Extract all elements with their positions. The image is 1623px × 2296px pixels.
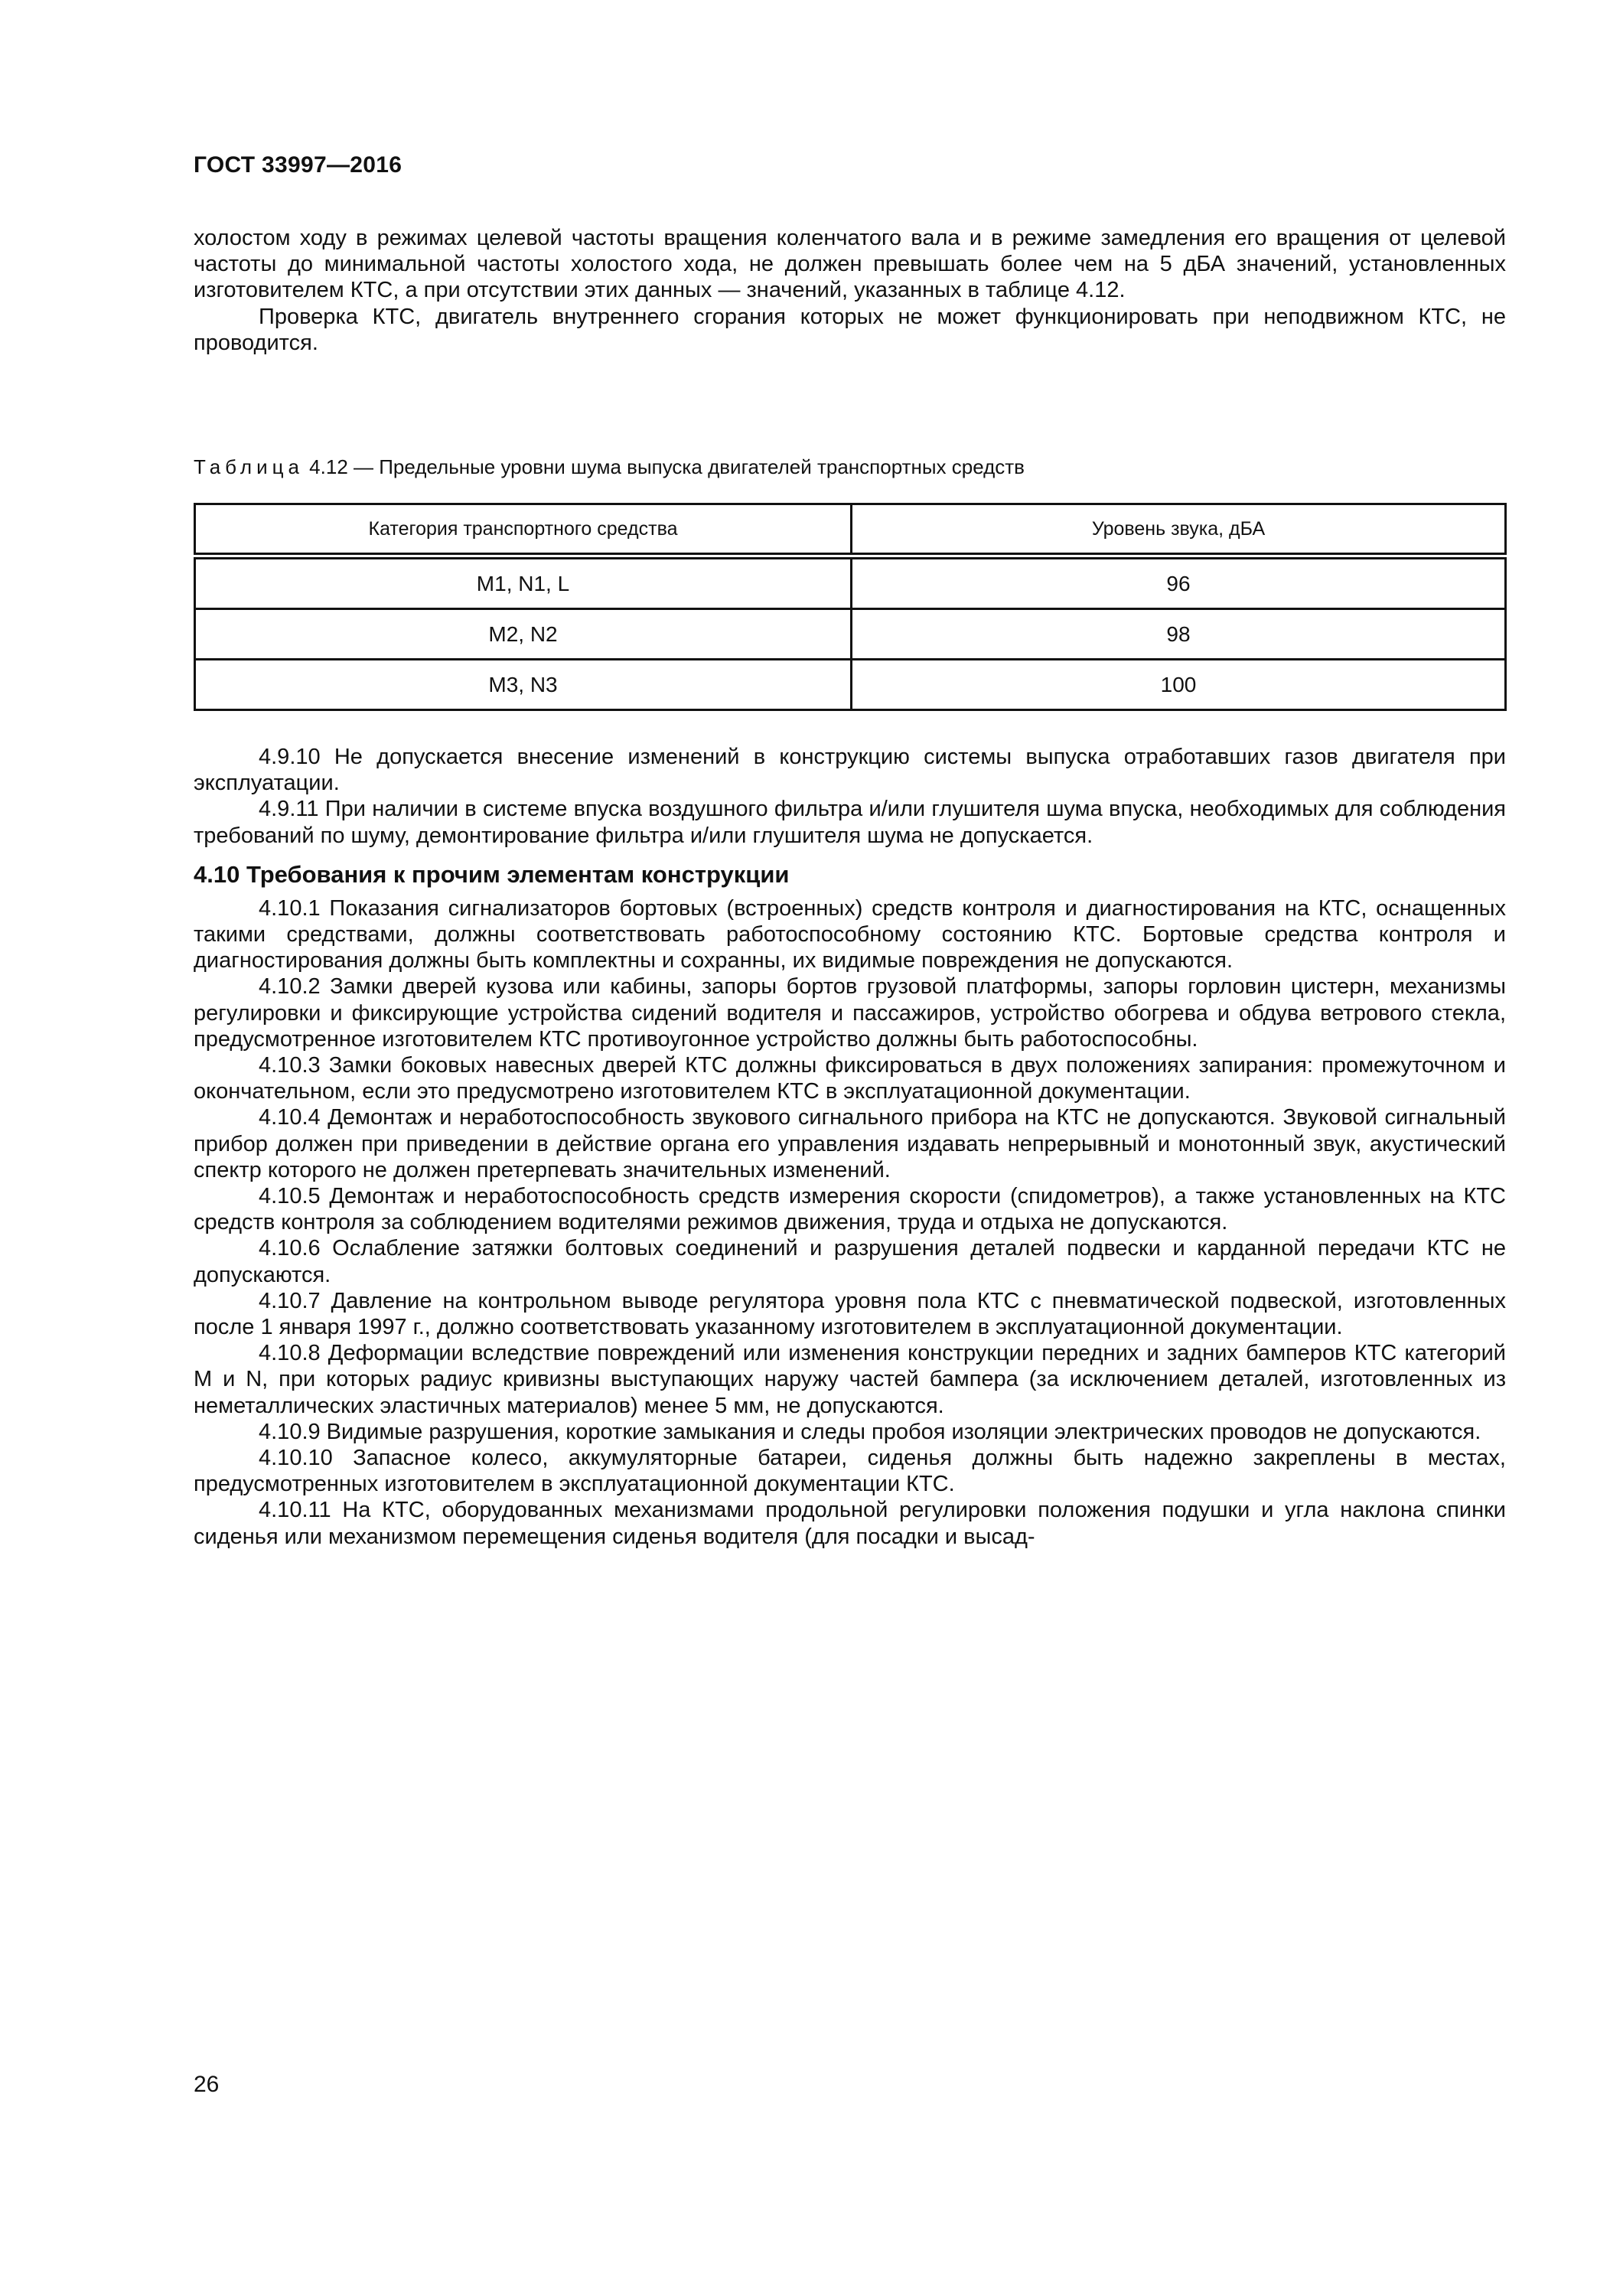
table-caption-text: 4.12 — Предельные уровни шума выпуска двигателей транспортных средств (303, 455, 1025, 478)
clause-4-10-6: 4.10.6 Ослабление затяжки болтовых соединений и разрушения деталей подвески и карданной передачи КТС не допускаются. (194, 1236, 1506, 1287)
cell-category: M3, N3 (195, 660, 852, 710)
clause-4-10-7: 4.10.7 Давление на контрольном выводе регулятора уровня пола КТС с пневматической подвеской, изготовленных после 1 января 1997 г., должно соответствовать указанному изготовителем в эксплуатационной документации. (194, 1288, 1506, 1340)
table-row (195, 556, 1506, 609)
main-text (194, 744, 1506, 1550)
column-header-sound-level: Уровень звука, дБА (852, 504, 1506, 556)
cell-category: M1, N1, L (195, 556, 852, 609)
clause-4-10-5: 4.10.5 Демонтаж и неработоспособность средств измерения скорости (спидометров), а также установленных на КТС средств контроля за соблюдением водителями режимов движения, труда и отдыха не допускаются. (194, 1184, 1506, 1235)
cell-category: M2, N2 (195, 609, 852, 660)
clause-4-10-11: 4.10.11 На КТС, оборудованных механизмами продольной регулировки положения подушки и угла наклона спинки сиденья или механизмом перемещения сиденья водителя (для посадки и высад- (194, 1498, 1506, 1549)
cell-sound-level: 98 (852, 609, 1506, 660)
intro-text (194, 225, 1506, 356)
clause-4-10-9: 4.10.9 Видимые разрушения, короткие замыкания и следы пробоя изоляции электрических проводов не допускаются. (259, 1419, 1481, 1444)
page-number: 26 (194, 2072, 220, 2097)
table-caption-label: Таблица (194, 455, 304, 478)
table-row (195, 609, 1506, 660)
clause-4-10-1: 4.10.1 Показания сигнализаторов бортовых (встроенных) средств контроля и диагностирования на КТС, оснащенных такими средствами, должны соответствовать работоспособному состоянию КТС. Бортовые средства контроля и диагностирования должны быть комплектны и сохранны, их видимые повреждения не допускаются. (194, 895, 1506, 974)
clause-4-10-3: 4.10.3 Замки боковых навесных дверей КТС должны фиксироваться в двух положениях запирания: промежуточном и окончательном, если это предусмотрено изготовителем КТС в эксплуатационной документации. (194, 1053, 1506, 1104)
clause-4-10-10: 4.10.10 Запасное колесо, аккумуляторные батареи, сиденья должны быть надежно закреплены в местах, предусмотренных изготовителем в эксплуатационной документации КТС. (194, 1446, 1506, 1497)
cell-sound-level: 100 (852, 660, 1506, 710)
clause-4-9-11: 4.9.11 При наличии в системе впуска воздушного фильтра и/или глушителя шума впуска, необходимых для соблюдения требований по шуму, демонтирование фильтра и/или глушителя шума не допускается. (194, 797, 1506, 848)
table-row (195, 660, 1506, 710)
paragraph-continuation: холостом ходу в режимах целевой частоты вращения коленчатого вала и в режиме замедления его вращения от целевой частоты до минимальной частоты холостого хода, не должен превышать более чем на 5 дБА значений, установленных изготовителем КТС, а при отсутствии этих данных — значений, указанных в таблице 4.12. (194, 226, 1506, 303)
document-id-header: ГОСТ 33997—2016 (194, 152, 402, 178)
column-header-category: Категория транспортного средства (195, 504, 852, 556)
noise-limits-table (194, 503, 1507, 711)
section-title-4-10: 4.10 Требования к прочим элементам конструкции (194, 860, 790, 888)
clause-4-10-4: 4.10.4 Демонтаж и неработоспособность звукового сигнального прибора на КТС не допускаются. Звуковой сигнальный прибор должен при приведении в действие органа его управления издавать непрерывный и монотонный звук, акустический спектр которого не должен претерпевать значительных изменений. (194, 1105, 1506, 1182)
paragraph-check-note: Проверка КТС, двигатель внутреннего сгорания которых не может функционировать при неподвижном КТС, не проводится. (194, 304, 1506, 355)
table-header-row (195, 504, 1506, 556)
cell-sound-level: 96 (852, 556, 1506, 609)
clause-4-10-2: 4.10.2 Замки дверей кузова или кабины, запоры бортов грузовой платформы, запоры горловин цистерн, механизмы регулировки и фиксирующие устройства сидений водителя и пассажиров, устройство обогрева и обдува ветрового стекла, предусмотренное изготовителем КТС противоугонное устройство должны быть работоспособны. (194, 974, 1506, 1052)
clause-4-9-10: 4.9.10 Не допускается внесение изменений в конструкцию системы выпуска отработавших газов двигателя при эксплуатации. (194, 745, 1506, 796)
clause-4-10-8: 4.10.8 Деформации вследствие повреждений или изменения конструкции передних и задних бамперов КТС категорий M и N, при которых радиус кривизны выступающих наружу частей бампера (за исключением деталей, изготовленных из неметаллических эластичных материалов) менее 5 мм, не допускаются. (194, 1341, 1506, 1418)
table-caption (194, 455, 1025, 479)
